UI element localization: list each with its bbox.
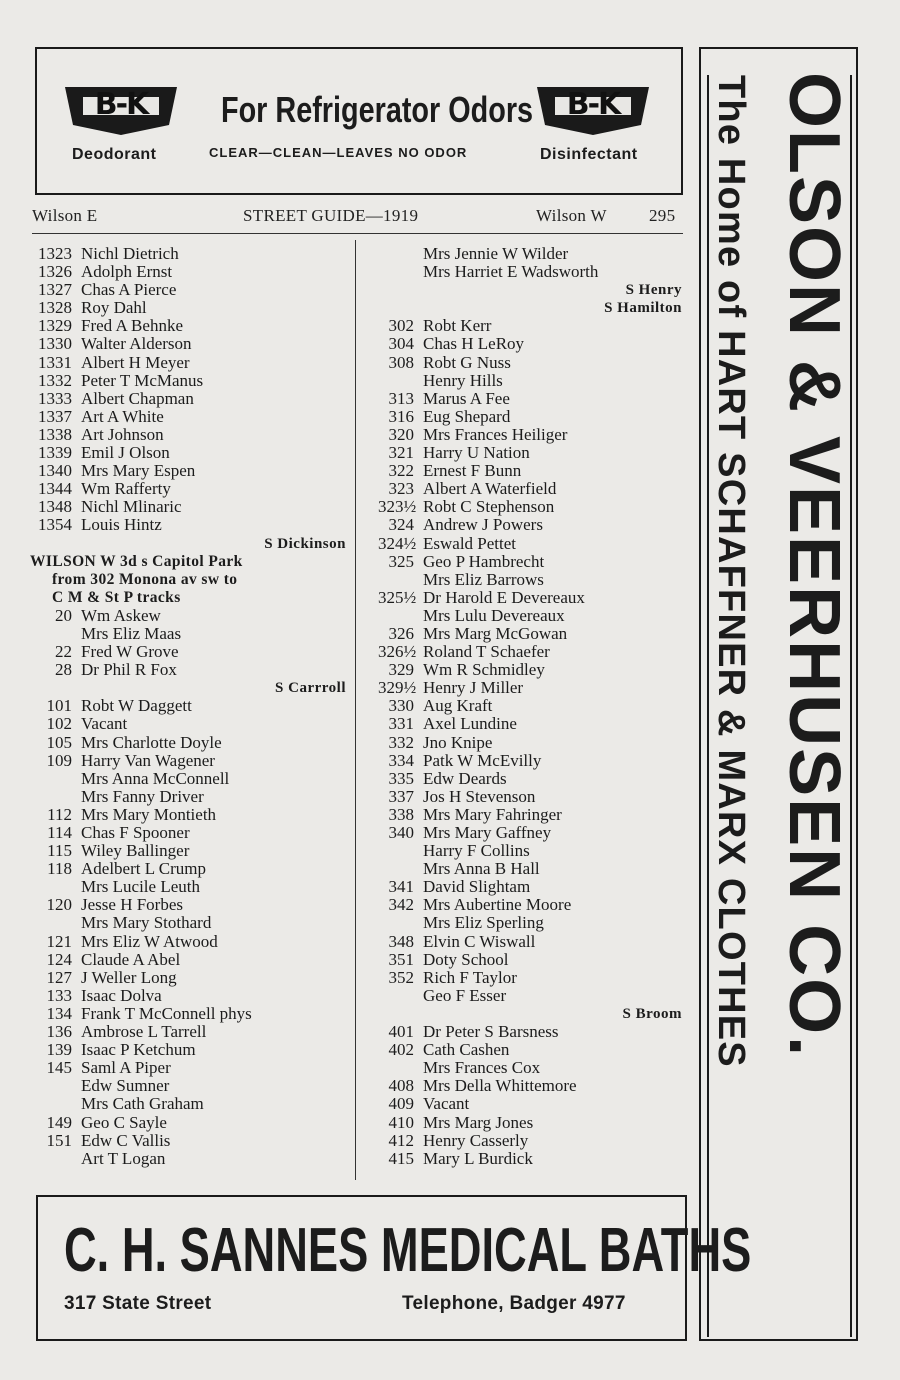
resident-name: Mary L Burdick	[423, 1148, 533, 1168]
directory-entry	[30, 842, 350, 860]
directory-entry	[30, 661, 350, 679]
column-divider	[355, 240, 356, 1180]
resident-name: Mrs Aubertine Moore	[423, 895, 572, 915]
resident-name: Marus A Fee	[423, 388, 510, 408]
resident-name: Nichl Mlinaric	[81, 497, 182, 517]
resident-name: Jos H Stevenson	[423, 786, 536, 806]
house-number: 133	[46, 985, 72, 1005]
directory-continuation	[378, 914, 686, 932]
directory-entry	[30, 1041, 350, 1059]
house-number: 330	[388, 696, 414, 716]
house-number: 1344	[38, 479, 72, 499]
directory-entry	[378, 426, 686, 444]
house-number: 324½	[378, 533, 417, 553]
directory-entry	[378, 462, 686, 480]
cross-street: S Hamilton	[604, 300, 682, 317]
resident-name: Henry Hills	[423, 370, 503, 390]
house-number: 313	[388, 388, 414, 408]
resident-name: Eug Shepard	[423, 406, 511, 426]
house-number: 151	[46, 1130, 72, 1150]
resident-name: Robt Kerr	[423, 316, 492, 336]
header-center: STREET GUIDE—1919	[243, 206, 419, 225]
house-number: 1340	[38, 461, 72, 481]
resident-name: Roy Dahl	[81, 298, 147, 318]
resident-name: Chas F Spooner	[81, 823, 190, 842]
house-number: 112	[47, 804, 72, 824]
directory-continuation	[30, 770, 350, 788]
directory-entry	[378, 806, 686, 824]
house-number: 332	[388, 732, 414, 752]
page-number: 295	[649, 206, 676, 225]
resident-name: Mrs Eliz W Atwood	[81, 931, 218, 951]
resident-name: Harry U Nation	[423, 443, 530, 463]
house-number: 28	[55, 660, 72, 680]
resident-name: Geo C Sayle	[81, 1112, 167, 1132]
house-number: 139	[46, 1040, 72, 1060]
house-number: 304	[388, 334, 414, 354]
house-number: 115	[47, 841, 72, 861]
directory-entry	[378, 625, 686, 643]
directory-continuation	[30, 1095, 350, 1113]
resident-name: Mrs Jennie W Wilder	[423, 244, 569, 263]
right-column	[378, 245, 686, 1168]
house-number: 114	[47, 823, 72, 842]
directory-entry	[378, 1150, 686, 1168]
directory-entry	[30, 1059, 350, 1077]
directory-entry	[378, 969, 686, 987]
resident-name: Isaac Dolva	[81, 985, 162, 1005]
house-number: 1328	[38, 298, 72, 318]
resident-name: Wm Rafferty	[81, 479, 171, 499]
bottom-advertisement	[36, 1195, 752, 1341]
resident-name: Fred A Behnke	[81, 316, 183, 336]
resident-name: David Slightam	[423, 877, 531, 897]
directory-entry	[378, 498, 686, 516]
house-number: 335	[388, 768, 414, 788]
directory-entry	[378, 553, 686, 571]
directory-entry	[30, 335, 350, 353]
side-ad-company: OLSON & VEERHUSEN CO.	[774, 72, 854, 1059]
resident-name: Peter T McManus	[81, 370, 204, 390]
resident-name: Art A White	[81, 406, 164, 426]
resident-name: Jno Knipe	[423, 732, 493, 752]
directory-entry	[30, 317, 350, 335]
directory-entry	[30, 444, 350, 462]
resident-name: Chas A Pierce	[81, 280, 177, 300]
house-number: 118	[47, 859, 72, 879]
directory-entry	[30, 643, 350, 661]
directory-entry	[30, 462, 350, 480]
house-number: 323	[388, 479, 414, 499]
top-advertisement	[35, 47, 683, 195]
house-number: 105	[46, 732, 72, 752]
cross-street: S Broom	[622, 1005, 682, 1022]
header-right: Wilson W	[536, 206, 607, 225]
house-number: 351	[388, 949, 414, 969]
directory-entry	[30, 498, 350, 516]
resident-name: Dr Peter S Barsness	[423, 1022, 559, 1042]
cross-street: S Dickinson	[264, 535, 346, 552]
resident-name: Vacant	[423, 1094, 470, 1114]
resident-name: Mrs Mary Stothard	[81, 913, 212, 933]
house-number: 1339	[38, 443, 72, 463]
resident-name: Henry Casserly	[423, 1130, 529, 1150]
house-number: 1338	[38, 424, 72, 444]
resident-name: Mrs Eliz Barrows	[423, 569, 544, 589]
directory-entry	[378, 1132, 686, 1150]
bottom-ad-phone: Telephone, Badger 4977	[402, 1293, 626, 1314]
resident-name: Mrs Mary Fahringer	[423, 804, 562, 824]
house-number: 1329	[38, 316, 72, 336]
resident-name: Axel Lundine	[423, 714, 517, 734]
house-number: 101	[46, 696, 72, 716]
directory-continuation	[378, 571, 686, 589]
house-number: 415	[388, 1148, 414, 1168]
directory-entry	[30, 715, 350, 733]
resident-name: Adolph Ernst	[81, 262, 173, 282]
directory-entry	[378, 697, 686, 715]
directory-entry	[30, 480, 350, 498]
resident-name: Albert H Meyer	[81, 352, 190, 372]
bottom-ad-address: 317 State Street	[64, 1293, 212, 1314]
house-number: 136	[46, 1022, 72, 1042]
directory-entry	[30, 752, 350, 770]
house-number: 348	[388, 931, 414, 951]
house-number: 22	[55, 642, 72, 662]
resident-name: Saml A Piper	[81, 1058, 171, 1078]
house-number: 124	[46, 949, 72, 969]
directory-entry	[30, 299, 350, 317]
resident-name: Cath Cashen	[423, 1040, 510, 1060]
directory-continuation	[378, 842, 686, 860]
house-number: 316	[388, 406, 414, 426]
resident-name: Edw Deards	[423, 768, 507, 788]
resident-name: Roland T Schaefer	[423, 642, 550, 662]
resident-name: Adelbert L Crump	[81, 859, 206, 879]
directory-entry	[378, 1041, 686, 1059]
house-number: 338	[388, 804, 414, 824]
directory-entry	[378, 824, 686, 842]
directory-entry	[30, 1132, 350, 1150]
directory-entry	[378, 335, 686, 353]
directory-entry	[378, 317, 686, 335]
header-left: Wilson E	[32, 206, 98, 225]
directory-entry	[378, 896, 686, 914]
resident-name: Emil J Olson	[81, 443, 170, 463]
resident-name: Robt C Stephenson	[423, 497, 555, 517]
resident-name: Geo P Hambrecht	[423, 551, 545, 571]
directory-entry	[378, 752, 686, 770]
directory-continuation	[378, 263, 686, 281]
resident-name: Wiley Ballinger	[81, 841, 190, 861]
side-ad-tagline: The Home of HART SCHAFFNER & MARX CLOTHES	[710, 75, 752, 1068]
directory-entry	[378, 679, 686, 697]
street-heading-continuation: C M & St P tracks	[52, 588, 181, 606]
directory-entry	[30, 607, 350, 625]
resident-name: Art T Logan	[81, 1148, 166, 1168]
ad-title: For Refrigerator Odors	[221, 89, 534, 130]
bk-logo-right	[533, 77, 653, 137]
resident-name: Ernest F Bunn	[423, 461, 522, 481]
resident-name: Mrs Mary Espen	[81, 461, 196, 481]
cross-street: S Henry	[625, 282, 682, 299]
directory-entry	[30, 516, 350, 534]
left-column	[30, 245, 350, 1168]
directory-entry	[30, 697, 350, 715]
directory-entry	[30, 860, 350, 878]
directory-entry	[30, 1114, 350, 1132]
directory-continuation	[30, 1150, 350, 1168]
directory-entry	[378, 788, 686, 806]
house-number: 1327	[38, 280, 72, 300]
house-number: 331	[388, 714, 414, 734]
resident-name: Mrs Mary Gaffney	[423, 823, 552, 842]
resident-name: Vacant	[81, 714, 128, 734]
directory-entry	[30, 824, 350, 842]
resident-name: Andrew J Powers	[423, 515, 543, 535]
directory-entry	[378, 444, 686, 462]
house-number: 329½	[378, 678, 417, 698]
house-number: 323½	[378, 497, 417, 517]
directory-continuation	[378, 372, 686, 390]
resident-name: Mrs Fanny Driver	[81, 786, 204, 806]
directory-continuation	[378, 860, 686, 878]
directory-entry	[378, 715, 686, 733]
house-number: 412	[388, 1130, 414, 1150]
directory-entry	[378, 1095, 686, 1113]
house-number: 1331	[38, 352, 72, 372]
resident-name: Wm R Schmidley	[423, 660, 545, 680]
resident-name: Walter Alderson	[81, 334, 192, 354]
house-number: 1333	[38, 388, 72, 408]
street-heading: WILSON W 3d s Capitol Park	[30, 552, 243, 570]
house-number: 341	[388, 877, 414, 897]
house-number: 1330	[38, 334, 72, 354]
bk-logo-left	[61, 77, 181, 137]
directory-entry	[30, 896, 350, 914]
directory-entry	[378, 516, 686, 534]
house-number: 127	[46, 967, 72, 987]
disinfectant-caption: Disinfectant	[540, 146, 638, 163]
directory-entry	[30, 281, 350, 299]
resident-name: Albert A Waterfield	[423, 479, 557, 499]
resident-name: Mrs Frances Cox	[423, 1058, 541, 1078]
house-number: 334	[388, 750, 414, 770]
directory-entry	[378, 734, 686, 752]
resident-name: Mrs Marg McGowan	[423, 623, 568, 643]
cross-street: S Carrroll	[275, 680, 346, 697]
directory-entry	[378, 933, 686, 951]
directory-entry	[30, 408, 350, 426]
resident-name: Dr Phil R Fox	[81, 660, 177, 680]
resident-name: Robt W Daggett	[81, 696, 192, 716]
resident-name: Mrs Charlotte Doyle	[81, 732, 222, 752]
directory-entry	[378, 1023, 686, 1041]
house-number: 325	[388, 551, 414, 571]
directory-entry	[378, 643, 686, 661]
house-number: 337	[388, 786, 414, 806]
directory-entry	[378, 589, 686, 607]
resident-name: Albert Chapman	[81, 388, 194, 408]
house-number: 408	[388, 1076, 414, 1096]
resident-name: Chas H LeRoy	[423, 334, 525, 354]
resident-name: Harry Van Wagener	[81, 750, 215, 770]
resident-name: Mrs Eliz Maas	[81, 623, 182, 643]
resident-name: Mrs Harriet E Wadsworth	[423, 262, 599, 282]
directory-entry	[30, 806, 350, 824]
directory-continuation	[378, 987, 686, 1005]
house-number: 121	[46, 931, 72, 951]
house-number: 326	[388, 623, 414, 643]
resident-name: Mrs Mary Montieth	[81, 804, 217, 824]
directory-entry	[378, 354, 686, 372]
house-number: 401	[388, 1022, 414, 1042]
directory-entry	[378, 480, 686, 498]
house-number: 1337	[38, 406, 72, 426]
directory-entry	[30, 734, 350, 752]
directory-entry	[30, 1023, 350, 1041]
ad-slogan: CLEAR—CLEAN—LEAVES NO ODOR	[209, 145, 468, 160]
resident-name: Mrs Anna McConnell	[81, 768, 230, 788]
directory-entry	[30, 354, 350, 372]
header-rule	[32, 233, 683, 234]
resident-name: Fred W Grove	[81, 642, 179, 662]
resident-name: Edw C Vallis	[81, 1130, 171, 1150]
house-number: 109	[46, 750, 72, 770]
house-number: 145	[46, 1058, 72, 1078]
house-number: 102	[46, 714, 72, 734]
resident-name: Art Johnson	[81, 424, 164, 444]
house-number: 352	[388, 967, 414, 987]
resident-name: J Weller Long	[81, 967, 177, 987]
directory-entry	[378, 408, 686, 426]
directory-entry	[30, 969, 350, 987]
house-number: 326½	[378, 642, 417, 662]
directory-continuation	[378, 245, 686, 263]
directory-continuation	[378, 607, 686, 625]
directory-continuation	[378, 1059, 686, 1077]
house-number: 402	[388, 1040, 414, 1060]
directory-continuation	[30, 1077, 350, 1095]
resident-name: Mrs Lucile Leuth	[81, 877, 200, 897]
directory-continuation	[30, 914, 350, 932]
deodorant-caption: Deodorant	[72, 146, 157, 163]
resident-name: Jesse H Forbes	[81, 895, 183, 915]
resident-name: Patk W McEvilly	[423, 750, 542, 770]
directory-entry	[30, 245, 350, 263]
house-number: 342	[388, 895, 414, 915]
resident-name: Edw Sumner	[81, 1076, 170, 1096]
directory-continuation	[30, 878, 350, 896]
house-number: 1323	[38, 244, 72, 263]
resident-name: Mrs Marg Jones	[423, 1112, 534, 1132]
resident-name: Mrs Lulu Devereaux	[423, 605, 565, 625]
house-number: 149	[46, 1112, 72, 1132]
directory-entry	[378, 390, 686, 408]
directory-entry	[30, 263, 350, 281]
directory-entry	[378, 951, 686, 969]
resident-name: Geo F Esser	[423, 985, 507, 1005]
bk-logo-text: B-K	[94, 87, 148, 122]
house-number: 324	[388, 515, 414, 535]
directory-entry	[378, 535, 686, 553]
house-number: 329	[388, 660, 414, 680]
directory-entry	[378, 878, 686, 896]
directory-entry	[378, 1114, 686, 1132]
street-heading-continuation: from 302 Monona av sw to	[52, 570, 238, 588]
house-number: 134	[46, 1003, 72, 1023]
house-number: 1332	[38, 370, 72, 390]
resident-name: Eswald Pettet	[423, 533, 517, 553]
house-number: 410	[388, 1112, 414, 1132]
resident-name: Elvin C Wiswall	[423, 931, 536, 951]
resident-name: Mrs Eliz Sperling	[423, 913, 544, 933]
directory-entry	[30, 390, 350, 408]
house-number: 308	[388, 352, 414, 372]
house-number: 120	[46, 895, 72, 915]
directory-continuation	[30, 788, 350, 806]
resident-name: Mrs Cath Graham	[81, 1094, 204, 1114]
resident-name: Mrs Frances Heiliger	[423, 424, 568, 444]
house-number: 320	[388, 424, 414, 444]
bottom-ad-title: C. H. SANNES MEDICAL BATHS	[64, 1216, 752, 1285]
house-number: 325½	[378, 587, 417, 607]
directory-entry	[30, 951, 350, 969]
resident-name: Isaac P Ketchum	[81, 1040, 196, 1060]
resident-name: Robt G Nuss	[423, 352, 511, 372]
resident-name: Mrs Della Whittemore	[423, 1076, 577, 1096]
house-number: 1348	[38, 497, 72, 517]
house-number: 321	[388, 443, 414, 463]
directory-entry	[30, 987, 350, 1005]
resident-name: Ambrose L Tarrell	[81, 1022, 207, 1042]
bk-logo-text: B-K	[566, 87, 620, 122]
resident-name: Doty School	[423, 949, 509, 969]
directory-entry	[378, 1077, 686, 1095]
resident-name: Dr Harold E Devereaux	[423, 587, 585, 607]
directory-entry	[378, 770, 686, 788]
directory-entry	[30, 933, 350, 951]
resident-name: Frank T McConnell phys	[81, 1003, 252, 1023]
resident-name: Mrs Anna B Hall	[423, 859, 540, 879]
house-number: 1354	[38, 515, 72, 535]
house-number: 1326	[38, 262, 72, 282]
directory-entry	[30, 372, 350, 390]
house-number: 340	[388, 823, 414, 842]
resident-name: Claude A Abel	[81, 949, 181, 969]
resident-name: Nichl Dietrich	[81, 244, 179, 263]
resident-name: Rich F Taylor	[423, 967, 517, 987]
house-number: 20	[55, 605, 72, 625]
directory-continuation	[30, 625, 350, 643]
house-number: 322	[388, 461, 414, 481]
resident-name: Aug Kraft	[423, 696, 493, 716]
house-number: 409	[388, 1094, 414, 1114]
resident-name: Louis Hintz	[81, 515, 162, 535]
house-number: 302	[388, 316, 414, 336]
resident-name: Harry F Collins	[423, 841, 530, 861]
directory-entry	[30, 426, 350, 444]
directory-entry	[30, 1005, 350, 1023]
resident-name: Wm Askew	[81, 605, 161, 625]
resident-name: Henry J Miller	[423, 678, 524, 698]
directory-entry	[378, 661, 686, 679]
